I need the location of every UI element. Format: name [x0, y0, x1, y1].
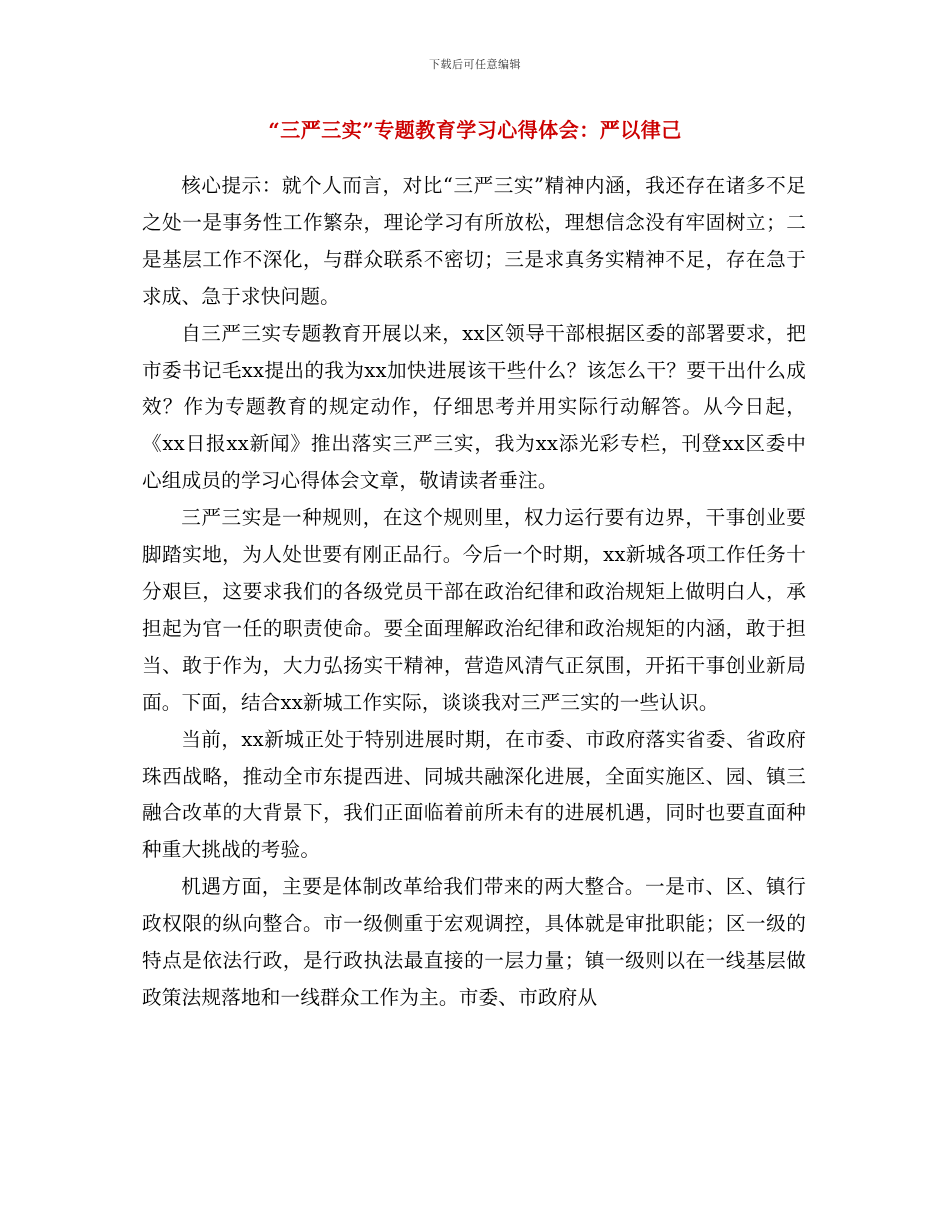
header-note: 下载后可任意编辑 — [429, 58, 521, 71]
paragraph-rules: 三严三实是一种规则，在这个规则里，权力运行要有边界，干事创业要脚踏实地，为人处世要有刚正品行。今后一个时期，xx新城各项工作任务十分艰巨，这要求我们的各级党员干部在政治纪律和政治规矩上做明白人，承担起为官一任的职责使命。要全面理解政治纪律和政治规矩的内涵，敢于担当、敢于作为，大力弘扬实干精神，营造风清气正氛围，开拓干事创业新局面。下面，结合xx新城工作实际，谈谈我对三严三实的一些认识。 — [142, 506, 806, 714]
document-body — [142, 168, 806, 1017]
paragraph-intro: 自三严三实专题教育开展以来，xx区领导干部根据区委的部署要求，把市委书记毛xx提出的我为xx加快进展该干些什么？该怎么干？要干出什么成效？作为专题教育的规定动作，仔细思考并用实际行动解答。从今日起，《xx日报xx新闻》推出落实三严三实，我为xx添光彩专栏，刊登xx区委中心组成员的学习心得体会文章，敬请读者垂注。 — [142, 321, 806, 493]
paragraph-summary: 核心提示：就个人而言，对比“三严三实”精神内涵，我还存在诸多不足之处一是事务性工作繁杂，理论学习有所放松，理想信念没有牢固树立；二是基层工作不深化，与群众联系不密切；三是求真务实精神不足，存在急于求成、急于求快问题。 — [142, 174, 806, 308]
document-title: “三严三实”专题教育学习心得体会：严以律己 — [268, 118, 682, 142]
paragraph-current: 当前，xx新城正处于特别进展时期，在市委、市政府落实省委、省政府珠西战略，推动全市东提西进、同城共融深化进展，全面实施区、园、镇三融合改革的大背景下，我们正面临着前所未有的进展机遇，同时也要直面种种重大挑战的考验。 — [142, 727, 806, 862]
paragraph-opportunity: 机遇方面，主要是体制改革给我们带来的两大整合。一是市、区、镇行政权限的纵向整合。市一级侧重于宏观调控，具体就是审批职能；区一级的特点是依法行政，是行政执法最直接的一层力量；镇一级则以在一线基层做政策法规落地和一线群众工作为主。市委、市政府从 — [142, 875, 806, 1009]
